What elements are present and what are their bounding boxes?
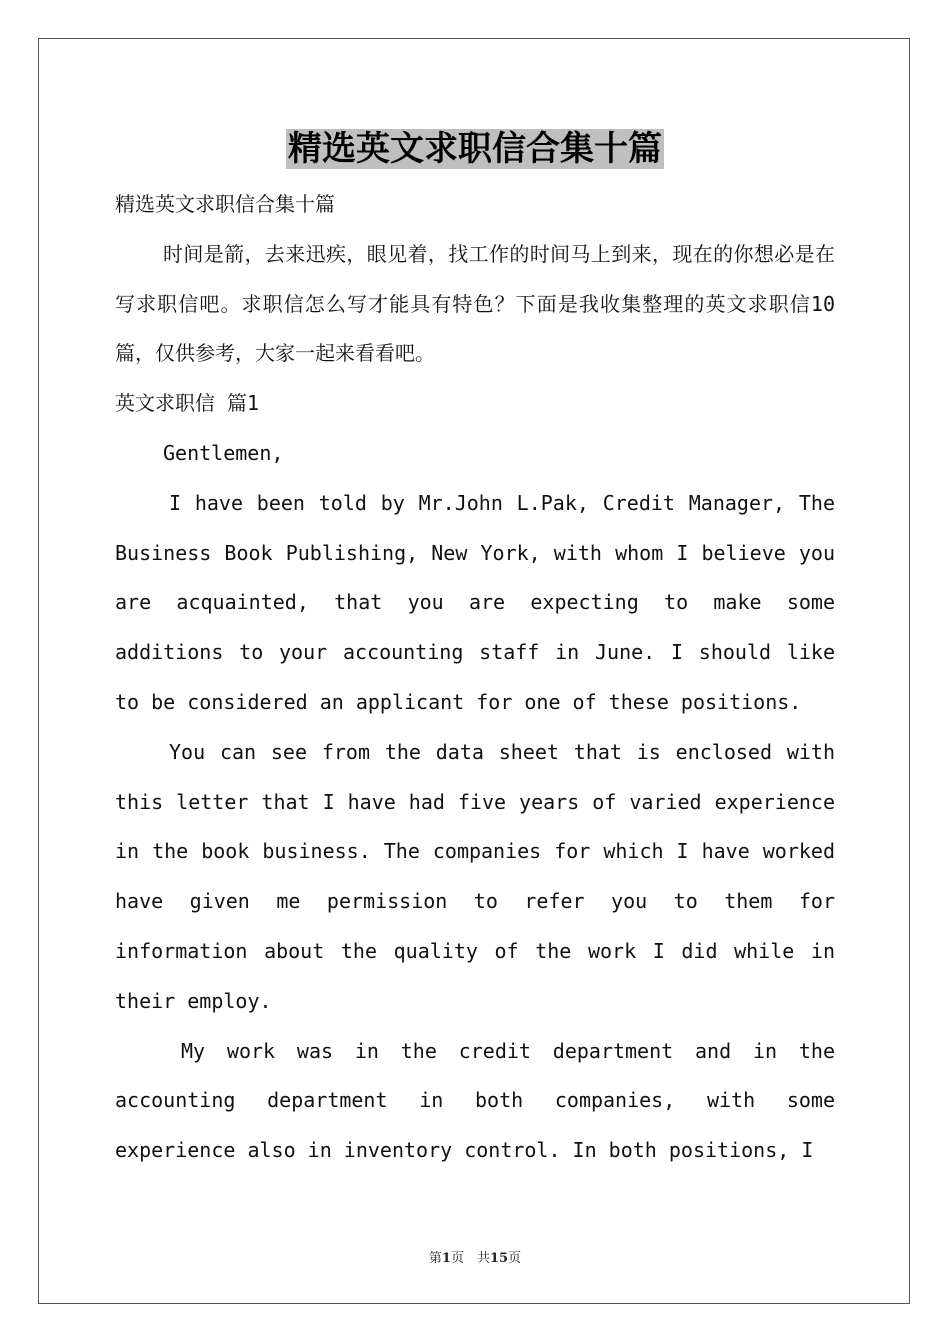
body-paragraph-1: I have been told by Mr.John L.Pak, Credit Manager, The Business Book Publishing, New York, with whom I believe you are acquainted, that you are expecting to make some additions to your accounting staff in June. I should like to be considered an applicant for one of these positions. bbox=[115, 490, 835, 714]
body-paragraph-3: My work was in the credit department and in the accounting department in both companies, with some experience also in inventory control. In both positions, I bbox=[115, 1038, 835, 1163]
body-paragraph-2: You can see from the data sheet that is enclosed with this letter that I have had five years of varied experience in the book business. The companies for which I have worked have given me permission to refer you to them for information about the quality of the work I did while in their employ. bbox=[115, 739, 835, 1013]
footer-suffix: 页 bbox=[508, 1251, 522, 1266]
salutation: Gentlemen, bbox=[163, 440, 284, 465]
page-number: 1 bbox=[441, 1251, 451, 1266]
footer-mid: 页 共 bbox=[450, 1251, 490, 1266]
footer-prefix: 第 bbox=[428, 1251, 442, 1266]
total-pages: 15 bbox=[489, 1251, 509, 1266]
intro-paragraph: 时间是箭，去来迅疾，眼见着，找工作的时间马上到来，现在的你想必是在写求职信吧。求职信怎么写才能具有特色？下面是我收集整理的英文求职信10篇，仅供参考，大家一起来看看吧。 bbox=[115, 241, 835, 366]
section-heading: 英文求职信 篇1 bbox=[115, 391, 260, 416]
subtitle: 精选英文求职信合集十篇 bbox=[115, 192, 335, 216]
title-text: 精选英文求职信合集十篇 bbox=[288, 129, 662, 169]
page-footer bbox=[0, 1247, 950, 1266]
document-title bbox=[0, 126, 950, 172]
document-body bbox=[115, 180, 835, 1176]
